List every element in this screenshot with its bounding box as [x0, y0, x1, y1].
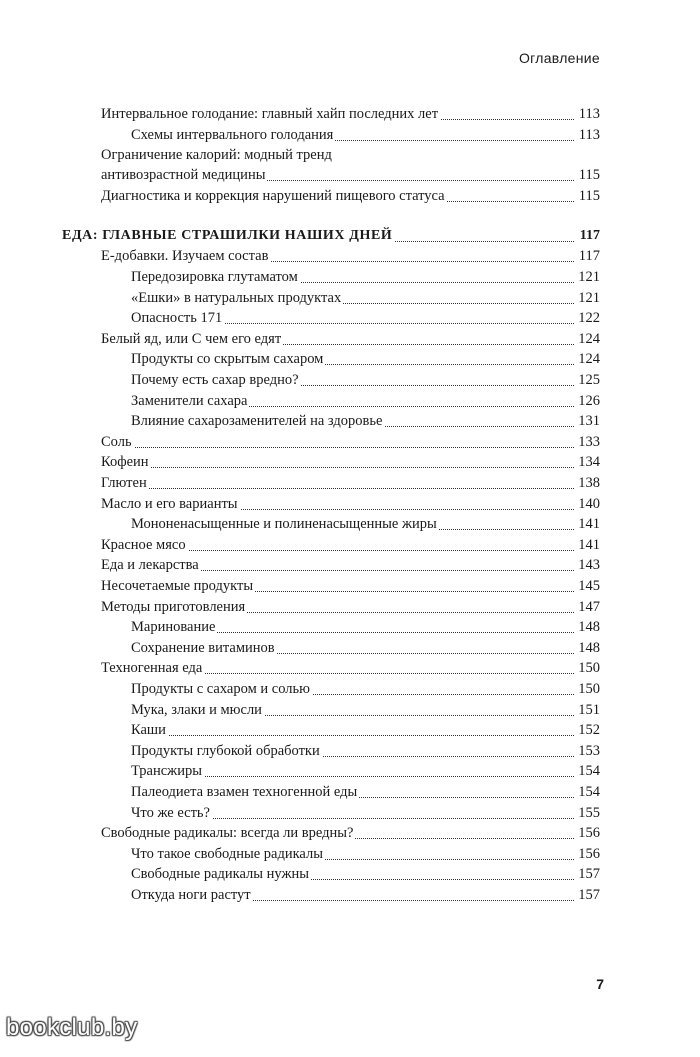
toc-entry	[0, 432, 700, 452]
toc-entry-title: ЕДА: ГЛАВНЫЕ СТРАШИЛКИ НАШИХ ДНЕЙ	[62, 226, 394, 246]
toc-entry-page: 157	[578, 866, 600, 883]
toc-entry-title: Соль	[101, 433, 132, 450]
toc-entry-page: 150	[578, 681, 600, 697]
toc-entry-title: Масло и его варианты	[101, 495, 238, 512]
toc-entry	[0, 535, 700, 555]
toc-entry-title: Палеодиета взамен техногенной еды	[131, 784, 358, 800]
toc-entry-page: 115	[578, 167, 600, 184]
toc-entry-page: 145	[578, 578, 600, 594]
toc-entry-title: Интервальное голодание: главный хайп последних лет	[101, 106, 439, 122]
toc-entry-page: 148	[578, 639, 600, 656]
toc-entry-page: 148	[578, 619, 600, 636]
dot-leader	[101, 445, 574, 448]
toc-entry-title: Свободные радикалы: всегда ли вредны?	[101, 825, 354, 842]
toc-entry-page: 152	[578, 722, 600, 739]
toc-entry-title: Еда и лекарства	[101, 557, 199, 574]
toc-entry-page: 147	[578, 598, 600, 615]
toc-entry-page: 121	[578, 269, 600, 285]
toc-entry-page: 153	[578, 742, 600, 759]
toc-entry	[0, 370, 700, 390]
toc-entry	[0, 679, 700, 699]
toc-entry	[0, 494, 700, 514]
toc-entry-page: 113	[578, 106, 600, 122]
toc-entry	[0, 823, 700, 843]
toc-entry-page: 156	[578, 845, 600, 862]
toc-entry-title: Продукты глубокой обработки	[131, 742, 320, 759]
toc-entry	[0, 514, 700, 534]
toc-entry-title: Мононенасыщенные и полиненасыщенные жиры	[131, 516, 437, 533]
toc-entry-page: 155	[578, 804, 600, 821]
toc-entry	[0, 576, 700, 596]
toc-entry-title: Продукты со скрытым сахаром	[131, 351, 324, 368]
toc-entry-title: Что такое свободные радикалы	[131, 845, 323, 862]
toc-entry-page: 117	[578, 248, 600, 265]
toc-entry-title: Каши	[131, 722, 166, 739]
toc-entry-title: Опасность 171	[131, 310, 223, 327]
toc-entry	[0, 349, 700, 369]
toc-entry-title: Глютен	[101, 475, 147, 491]
dot-leader	[101, 486, 574, 489]
toc-entry-title: Маринование	[131, 619, 216, 636]
toc-entry	[0, 288, 700, 308]
toc-entry	[0, 104, 700, 124]
toc-entry	[0, 329, 700, 349]
toc-entry-title: Схемы интервального голодания	[131, 126, 334, 143]
toc-entry	[0, 473, 700, 493]
toc-entry	[0, 617, 700, 637]
toc-entry	[0, 844, 700, 864]
toc-entry-page: 141	[578, 536, 600, 553]
toc-entry	[0, 864, 700, 884]
toc-entry-page: 143	[578, 557, 600, 574]
toc-entry-title: Методы приготовления	[101, 598, 246, 615]
toc-entry-page: 134	[578, 454, 600, 471]
toc-entry	[0, 885, 700, 905]
toc-entry-title: Свободные радикалы нужны	[131, 866, 309, 883]
toc-entry-page: 121	[578, 289, 600, 306]
toc-entry	[0, 246, 700, 266]
toc-entry-page: 126	[578, 392, 600, 409]
dot-leader	[131, 733, 574, 736]
dot-leader	[101, 465, 574, 468]
toc-entry-page: 124	[578, 330, 600, 347]
toc-entry	[0, 638, 700, 658]
toc-entry	[0, 782, 700, 802]
toc-entry-page: 154	[578, 784, 600, 800]
toc-entry-title: «Ешки» в натуральных продуктах	[131, 289, 342, 306]
toc-entry-page: 113	[578, 126, 600, 143]
toc-entry-page: 138	[578, 475, 600, 491]
toc-entry-title: Несочетаемые продукты	[101, 578, 254, 594]
page-number: 7	[596, 976, 604, 992]
toc-entry	[0, 555, 700, 575]
toc-entry-title: Что же есть?	[131, 804, 210, 821]
toc-entry-title: Е-добавки. Изучаем состав	[101, 248, 269, 265]
watermark: bookclub.by	[6, 1014, 138, 1041]
toc-entry	[0, 226, 700, 246]
toc-entry-title: Техногенная еда	[101, 660, 203, 677]
toc-entry-page: 115	[578, 187, 600, 204]
toc-entry-title-line1: Ограничение калорий: модный тренд	[101, 147, 332, 164]
toc-entry-title: Кофеин	[101, 454, 149, 471]
toc-entry	[0, 720, 700, 740]
toc-entry-title: Почему есть сахар вредно?	[131, 372, 299, 388]
toc-entry-title: Продукты с сахаром и солью	[131, 681, 310, 697]
toc-entry-page: 131	[578, 413, 600, 430]
toc-entry	[0, 186, 700, 206]
toc-entry-title: Белый яд, или С чем его едят	[101, 330, 282, 347]
toc-entry	[0, 125, 700, 145]
toc-entry-title: Откуда ноги растут	[131, 887, 251, 903]
toc-entry-page: 141	[578, 516, 600, 533]
toc-entry-title: Влияние сахарозаменителей на здоровье	[131, 413, 383, 430]
toc-entry	[0, 700, 700, 720]
toc-entry-title: Сохранение витаминов	[131, 639, 275, 656]
toc-entry-page: 133	[578, 433, 600, 450]
toc-entry-title: Диагностика и коррекция нарушений пищевого статуса	[101, 187, 445, 204]
toc-entry-page: 154	[578, 763, 600, 780]
toc-entry	[0, 803, 700, 823]
toc-entry-page: 150	[578, 660, 600, 677]
toc-entry	[0, 391, 700, 411]
toc-entry-title: Трансжиры	[131, 763, 202, 780]
toc-entry-page: 156	[578, 825, 600, 842]
toc-entry-page: 122	[578, 310, 600, 327]
toc-entry	[0, 597, 700, 617]
toc-entry-page: 117	[578, 226, 600, 246]
running-head: Оглавление	[518, 50, 600, 66]
toc-entry	[0, 761, 700, 781]
toc-entry-page: 125	[578, 372, 600, 388]
toc-entry	[0, 165, 700, 185]
toc-entry-page: 157	[578, 887, 600, 903]
toc-entry-page: 124	[578, 351, 600, 368]
toc-entry-title: антивозрастной медицины	[101, 167, 266, 184]
toc-entry	[0, 267, 700, 287]
toc-entry-title: Красное мясо	[101, 536, 186, 553]
toc-entry	[0, 452, 700, 472]
toc-entry-title: Заменители сахара	[131, 392, 248, 409]
toc-entry-page: 151	[578, 701, 600, 718]
toc-entry-title: Передозировка глутаматом	[131, 269, 298, 285]
toc-entry	[0, 658, 700, 678]
toc-entry-title: Мука, злаки и мюсли	[131, 701, 262, 718]
toc-entry	[0, 741, 700, 761]
toc-entry-page: 140	[578, 495, 600, 512]
toc-entry	[0, 308, 700, 328]
toc-entry	[0, 411, 700, 431]
